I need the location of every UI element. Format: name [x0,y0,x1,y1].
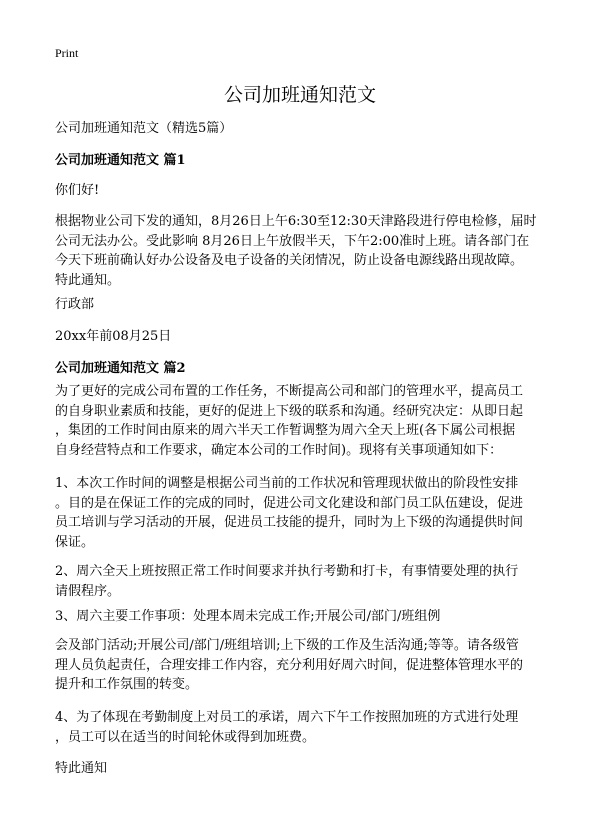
section2-item2-line: 2、周六全天上班按照正常工作时间要求并执行考勤和打卡，有事情要处理的执行 [55,564,519,579]
section2-item1 [55,474,555,552]
print-link[interactable]: Print [55,46,79,60]
section2-item4-line: ，员工可以在适当的时间轮休或得到加班费。 [55,729,316,745]
section1-body [55,212,555,290]
section2-intro-line: ，集团的工作时间由原来的周六半天工作暂调整为周六全天上班(各下属公司根据 [55,423,516,438]
section1-greeting: 你们好! [55,183,100,198]
section2-item1-line: 保证。 [55,534,95,550]
section2-heading: 公司加班通知范文 篇2 [55,361,186,376]
section1-date: 20xx年前08月25日 [55,329,172,344]
section2-item3-cont-line: 会及部门活动;开展公司/部门/班组培训;上下级的工作及生活沟通;等等。请各级管 [55,638,519,653]
section2-item2 [55,562,555,601]
section2-item3: 3、周六主要工作事项：处理本周未完成工作;开展公司/部门/班组例 [55,609,441,624]
section1-body-line: 特此通知。 [55,272,121,288]
document-title: 公司加班通知范文 [223,84,376,106]
section2-item1-line: 1、本次工作时间的调整是根据公司当前的工作状况和管理现状做出的阶段性安排 [55,476,519,491]
section2-intro [55,382,555,460]
section2-item1-line: 。目的是在保证工作的完成的同时，促进公司文化建设和部门员工队伍建设，促进 [55,495,524,511]
section1-body-line: 根据物业公司下发的通知，8月26日上午6:30至12:30天津路段进行停电检修，届时 [55,214,537,229]
section2-item3-cont-line: 理人员负起责任，合理安排工作内容，充分利用好周六时间，促进整体管理水平的 [55,657,524,673]
section1-heading: 公司加班通知范文 篇1 [55,153,186,168]
section1-body-line: 今天下班前确认好办公设备及电子设备的关闭情况，防止设备电源线路出现故障。 [55,253,524,268]
document-subtitle: 公司加班通知范文（精选5篇） [55,121,233,136]
section2-item4-line: 4、为了体现在考勤制度上对员工的承诺，周六下午工作按照加班的方式进行处理 [55,710,519,725]
section2-intro-line: 为了更好的完成公司布置的工作任务，不断提高公司和部门的管理水平，提高员工 [55,384,524,399]
section1-body-line: 公司无法办公。受此影响 8月26日上午放假半天，下午2:00准时上班。请各部门在 [55,233,530,249]
section2-item3-cont-line: 提升和工作氛围的转变。 [55,677,199,692]
section2-intro-line: 的自身职业素质和技能，更好的促进上下级的联系和沟通。经研究决定：从即日起 [55,403,524,419]
section1-signature: 行政部 [55,297,95,312]
section2-item2-line: 请假程序。 [55,583,121,599]
section2-item3-continued [55,636,555,695]
section2-intro-line: 自身经营特点和工作要求，确定本公司的工作时间)。现将有关事项通知如下： [55,442,503,458]
section2-closing: 特此通知 [55,761,108,776]
section2-item4 [55,708,555,747]
section2-item1-line: 员工培训与学习活动的开展，促进员工技能的提升，同时为上下级的沟通提供时间 [55,515,524,530]
